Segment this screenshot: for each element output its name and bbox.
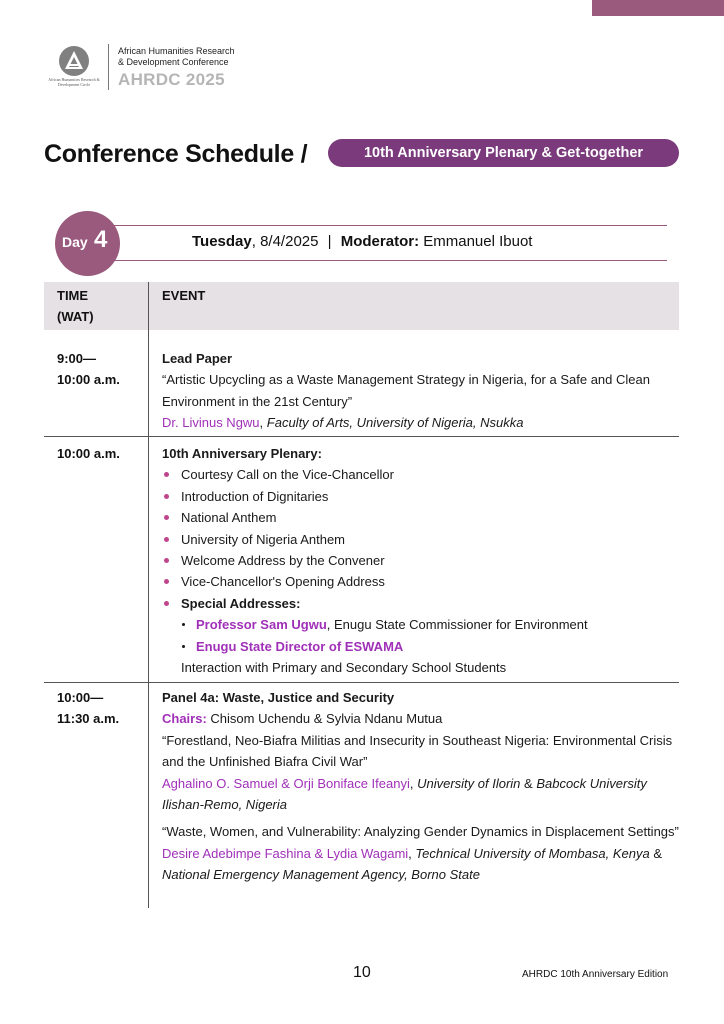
section-pill: 10th Anniversary Plenary & Get-together [328, 139, 679, 167]
row2-event [162, 443, 684, 678]
chairs-label: Chairs: [162, 711, 207, 727]
row-divider [44, 682, 679, 683]
moderator-name: Emmanuel Ibuot [423, 233, 533, 250]
moderator-label: Moderator: [340, 233, 420, 250]
row2-time: 10:00 a.m. [57, 446, 120, 461]
row1-paper: “Artistic Upcycling as a Waste Management Strategy in Nigeria, for a Safe and Clean Environment in the 21st Century” [162, 372, 650, 409]
day-badge [55, 211, 120, 276]
list-item: Welcome Address by the Convener [162, 550, 684, 571]
sub-list-item [162, 636, 684, 657]
list-item: National Anthem [162, 507, 684, 528]
list-item: Introduction of Dignitaries [162, 486, 684, 507]
row1-affiliation: Faculty of Arts, University of Nigeria, Nsukka [266, 415, 524, 431]
row3-paper2: “Waste, Women, and Vulnerability: Analyzing Gender Dynamics in Displacement Settings” [162, 824, 679, 840]
day-date: , 8/4/2025 [251, 233, 319, 250]
org-short-name: AHRDC 2025 [118, 70, 225, 89]
authors2: Desire Adebimpe Fashina & Lydia Wagami [162, 845, 409, 861]
sub-list-item [162, 614, 684, 635]
list-item: University of Nigeria Anthem [162, 529, 684, 550]
aff2-a: Technical University of Mombasa, Kenya [415, 845, 650, 861]
row1-time: 9:00— 10:00 a.m. [57, 351, 120, 387]
row3-paper1: “Forestland, Neo-Biafra Militias and Insecurity in Southeast Nigeria: Environmental Crisis and the Unfinished Biafra Civil War” [162, 732, 673, 770]
org-name: African Humanities Research & Development Conference [118, 46, 235, 67]
top-accent-bar [592, 0, 724, 16]
sub1-role: , Enugu State Commissioner for Environment [326, 617, 588, 633]
header-divider [108, 44, 109, 90]
row1-speaker: Dr. Livinus Ngwu [162, 415, 260, 431]
day-separator: | [327, 233, 332, 250]
plenary-list [162, 464, 684, 614]
table-header [44, 282, 679, 330]
column-header-time: TIME (WAT) [57, 288, 94, 324]
row3-event [162, 687, 684, 886]
day-number: 4 [94, 226, 108, 253]
chairs-names: Chisom Uchendu & Sylvia Ndanu Mutua [210, 711, 443, 727]
logo-emblem-icon [59, 46, 89, 76]
day-info [192, 233, 532, 250]
column-divider [148, 282, 149, 908]
aff1-b: Babcock University Ilishan-Remo, Nigeria [162, 775, 647, 813]
row3-authors2-line: Desire Adebimpe Fashina & Lydia Wagami, Technical University of Mombasa, Kenya & National Emergency Management Agency, Borno State [162, 845, 663, 883]
aff2-b: National Emergency Management Agency, Borno State [162, 867, 480, 883]
sub1-name: Professor Sam Ugwu [196, 617, 327, 633]
row2-interaction: Interaction with Primary and Secondary School Students [181, 660, 507, 676]
special-addresses-list [162, 614, 684, 657]
row1-title: Lead Paper [162, 351, 233, 366]
day-top-rule [112, 225, 667, 226]
list-item-special: Special Addresses: [162, 593, 684, 614]
page-number: 10 [353, 964, 371, 981]
column-header-event: EVENT [162, 288, 206, 303]
row3-authors1-line: Aghalino O. Samuel & Orji Boniface Ifeanyi, University of Ilorin & Babcock University Ilishan-Remo, Nigeria [162, 775, 647, 813]
row3-chairs [162, 708, 684, 729]
authors1: Aghalino O. Samuel & Orji Boniface Ifeanyi [162, 775, 410, 791]
row2-title: 10th Anniversary Plenary: [162, 446, 322, 461]
row3-time: 10:00— 11:30 a.m. [57, 690, 120, 726]
row1-event [162, 348, 684, 434]
ahrdc-logo [44, 42, 104, 92]
list-item: Courtesy Call on the Vice-Chancellor [162, 464, 684, 485]
page-title: Conference Schedule / [44, 140, 308, 168]
row-divider [44, 436, 679, 437]
edition-label: AHRDC 10th Anniversary Edition [522, 969, 669, 980]
row1-speaker-line: Dr. Livinus Ngwu, Faculty of Arts, University of Nigeria, Nsukka [162, 415, 524, 431]
logo-caption: African Humanities Research & Development Circle [48, 77, 100, 87]
aff1-a: University of Ilorin [417, 775, 521, 791]
day-bottom-rule [112, 260, 667, 261]
day-label: Day [62, 234, 88, 250]
list-item: Vice-Chancellor's Opening Address [162, 571, 684, 592]
sub2-name: Enugu State Director of ESWAMA [196, 638, 404, 654]
row3-title: Panel 4a: Waste, Justice and Security [162, 690, 395, 705]
day-weekday: Tuesday [192, 233, 252, 250]
